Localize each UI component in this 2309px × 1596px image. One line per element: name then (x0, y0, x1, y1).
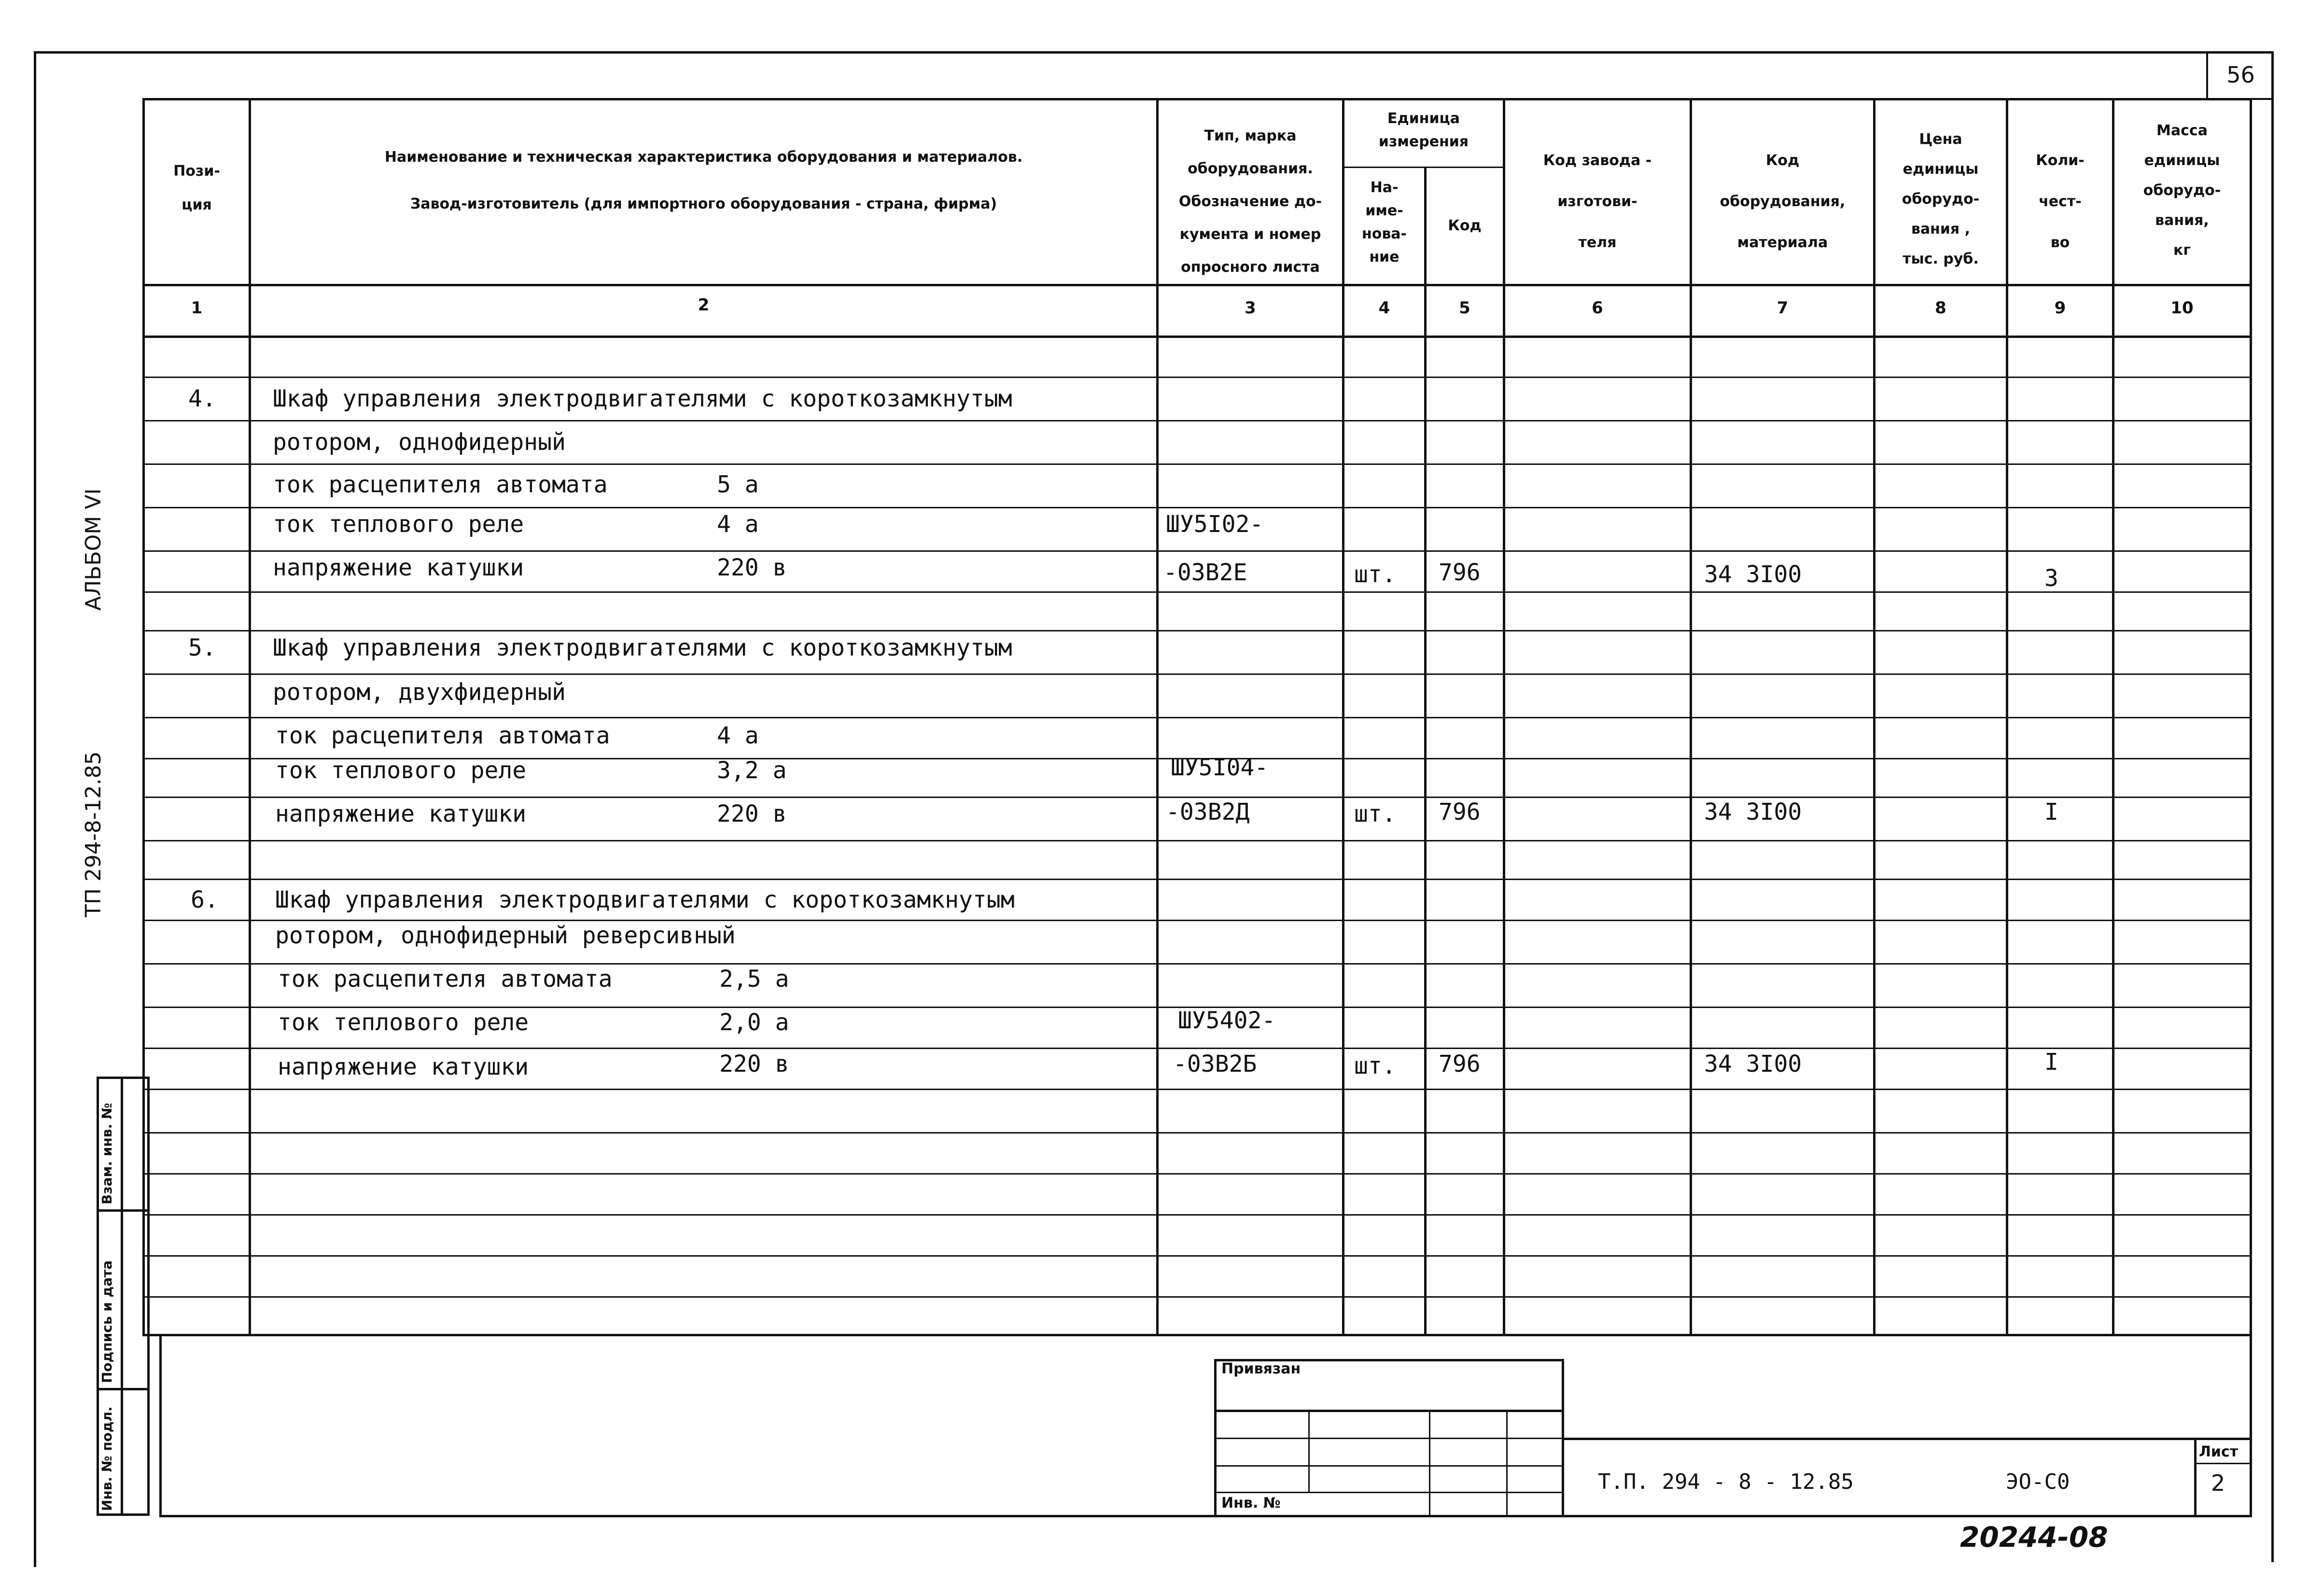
col-sep-3 (1342, 98, 1344, 1334)
col-sep-6 (1690, 98, 1692, 1334)
row-line (142, 1173, 2252, 1175)
sheet-label: Лист (2199, 1443, 2239, 1460)
item-unit: шт. (1354, 1052, 1396, 1079)
footer-number: 20244-08 (1960, 1521, 2108, 1554)
bound-row (1214, 1492, 1564, 1493)
col-sep-5 (1503, 98, 1505, 1334)
colnum-1: 1 (191, 298, 203, 318)
header-unit-price: Цена единицы оборудо- вания , тыс. руб. (1902, 131, 1980, 267)
doc-mark: ЭО-С0 (2006, 1470, 2070, 1494)
stamp-inv-original: Инв. № подл. (99, 1406, 115, 1511)
colnum-4: 4 (1378, 298, 1390, 318)
bound-col (1506, 1410, 1508, 1516)
item-position: 4. (188, 385, 216, 412)
row-line (142, 463, 2252, 465)
sheet-cell-divider (2194, 1463, 2252, 1464)
item-quantity: I (2044, 1049, 2058, 1076)
album-label: АЛЬБОМ VI (81, 488, 106, 611)
item-param-label: ток теплового реле (278, 1009, 529, 1036)
header-name-line2: Завод-изготовитель (для импортного оборудования - страна, фирма) (410, 196, 997, 212)
row-line (142, 840, 2252, 841)
row-line (142, 1089, 2252, 1090)
row-line (142, 377, 2252, 378)
row-line (142, 1214, 2252, 1216)
item-type-line1: ШУ5I04- (1171, 754, 1269, 781)
sheet-number: 56 (2226, 62, 2255, 88)
header-type: Тип, марка оборудования. Обозначение до- кумента и номер опросного листа (1178, 127, 1322, 276)
header-unit-code: Код (1448, 217, 1482, 234)
item-param-value: 3,2 а (717, 757, 787, 784)
bound-col (1308, 1410, 1310, 1492)
item-param-label: ток расцепителя автомата (275, 722, 610, 749)
item-param-value: 5 а (717, 471, 759, 498)
colnum-2: 2 (698, 295, 710, 315)
col-sep-8 (2006, 98, 2008, 1334)
row-line (142, 630, 2252, 631)
col-sep-1 (249, 98, 251, 1334)
header-position: Пози- ция (173, 163, 220, 213)
item-param-value: 2,5 а (719, 966, 789, 993)
col-sep-4 (1424, 167, 1427, 1334)
item-unit-code: 796 (1439, 798, 1481, 826)
item-param-label: напряжение катушки (278, 1053, 529, 1080)
item-param-value: 4 а (717, 722, 759, 749)
title-block-bottom (159, 1515, 2252, 1517)
item-param-label: ток теплового реле (275, 757, 527, 784)
item-param-value: 2,0 а (719, 1009, 789, 1036)
item-unit: шт. (1354, 561, 1396, 588)
item-equipment-code: 34 3I00 (1704, 561, 1802, 588)
frame-top (34, 51, 2274, 54)
sheet-value: 2 (2211, 1470, 2225, 1496)
item-name-line: ротором, двухфидерный (273, 679, 566, 706)
item-type-line2: -03В2Б (1173, 1050, 1257, 1078)
row-line (142, 879, 2252, 880)
colnum-7: 7 (1777, 298, 1789, 318)
row-line (142, 1255, 2252, 1257)
colnum-9: 9 (2054, 298, 2066, 318)
row-line (142, 1296, 2252, 1298)
item-name-line: ротором, однофидерный реверсивный (275, 922, 736, 949)
frame-right (2271, 51, 2274, 1562)
item-param-value: 4 а (717, 511, 759, 538)
item-quantity: I (2044, 798, 2058, 826)
doc-code: Т.П. 294 - 8 - 12.85 (1598, 1470, 1854, 1494)
bound-col (1429, 1410, 1430, 1516)
table-top (142, 98, 2252, 100)
stamp-inv-replace: Взам. инв. № (99, 1103, 115, 1204)
header-maker-code: Код завода - изготови- теля (1543, 152, 1652, 251)
item-name-line: Шкаф управления электродвигателями с короткозамкнутым (273, 634, 1012, 661)
bound-label: Привязан (1221, 1360, 1301, 1377)
bound-row (1214, 1410, 1564, 1412)
item-name-line: Шкаф управления электродвигателями с короткозамкнутым (275, 886, 1015, 913)
colnum-3: 3 (1245, 298, 1256, 318)
row-line (142, 1048, 2252, 1049)
sheet-number-box (2206, 52, 2273, 100)
header-quantity: Коли- чест- во (2036, 152, 2085, 251)
item-quantity: 3 (2044, 565, 2058, 592)
item-param-label: напряжение катушки (275, 800, 527, 827)
bound-row (1214, 1438, 1564, 1439)
header-equipment-code: Код оборудования, материала (1720, 152, 1846, 251)
unit-split-line (1342, 167, 1503, 168)
item-type-line1: ШУ5I02- (1166, 511, 1264, 538)
header-unit: Единица измерения (1378, 110, 1469, 150)
bound-inv-label: Инв. № (1221, 1495, 1281, 1512)
item-type-line2: -03В2Д (1166, 798, 1250, 826)
item-param-value: 220 в (717, 554, 787, 581)
item-position: 5. (188, 634, 216, 661)
item-unit-code: 796 (1439, 559, 1481, 586)
side-stamp-row (97, 1209, 150, 1212)
col-sep-9 (2112, 98, 2114, 1334)
stamp-sign-date: Подпись и дата (99, 1260, 115, 1383)
title-block-left (159, 1334, 162, 1517)
item-param-value: 220 в (719, 1050, 789, 1078)
table-right (2250, 98, 2252, 1334)
item-param-label: ток теплового реле (273, 511, 524, 538)
item-name-line: ротором, однофидерный (273, 429, 566, 456)
item-unit: шт. (1354, 800, 1396, 827)
row-line (142, 717, 2252, 718)
colnum-bottom (142, 336, 2252, 338)
code-row-top (1564, 1438, 2252, 1440)
frame-left (34, 51, 36, 1567)
header-name-line1: Наименование и техническая характеристика оборудования и материалов. (384, 149, 1023, 166)
colnum-10: 10 (2170, 298, 2194, 318)
bound-row (1214, 1465, 1564, 1467)
item-type-line1: ШУ5402- (1178, 1007, 1276, 1034)
colnum-6: 6 (1592, 298, 1603, 318)
header-unit-name: На- име- нова- ние (1361, 179, 1407, 266)
colnum-5: 5 (1459, 298, 1470, 318)
row-line (142, 550, 2252, 552)
row-line (142, 591, 2252, 593)
item-equipment-code: 34 3I00 (1704, 798, 1802, 826)
tp-label: ТП 294-8-12.85 (81, 751, 106, 917)
col-sep-7 (1873, 98, 1875, 1334)
colnum-8: 8 (1935, 298, 1946, 318)
header-unit-mass: Масса единицы оборудо- вания, кг (2143, 122, 2221, 259)
title-block-right (2250, 1334, 2252, 1517)
item-param-label: ток расцепителя автомата (273, 471, 608, 498)
side-stamp-divider (121, 1077, 123, 1516)
row-line (142, 420, 2252, 421)
item-name-line: Шкаф управления электродвигателями с короткозамкнутым (273, 385, 1012, 412)
sheet-cell-left (2194, 1438, 2197, 1515)
item-param-label: напряжение катушки (273, 554, 524, 581)
item-param-label: ток расцепителя автомата (278, 966, 613, 993)
row-line (142, 673, 2252, 675)
side-stamp-row (97, 1388, 150, 1390)
title-block-top (152, 1334, 2252, 1336)
item-equipment-code: 34 3I00 (1704, 1050, 1802, 1078)
row-line (142, 1132, 2252, 1134)
header-bottom (142, 284, 2252, 286)
item-param-value: 220 в (717, 800, 787, 827)
row-line (142, 507, 2252, 508)
item-position: 6. (191, 886, 219, 913)
item-type-line2: -03В2Е (1163, 559, 1247, 586)
item-unit-code: 796 (1439, 1050, 1481, 1078)
